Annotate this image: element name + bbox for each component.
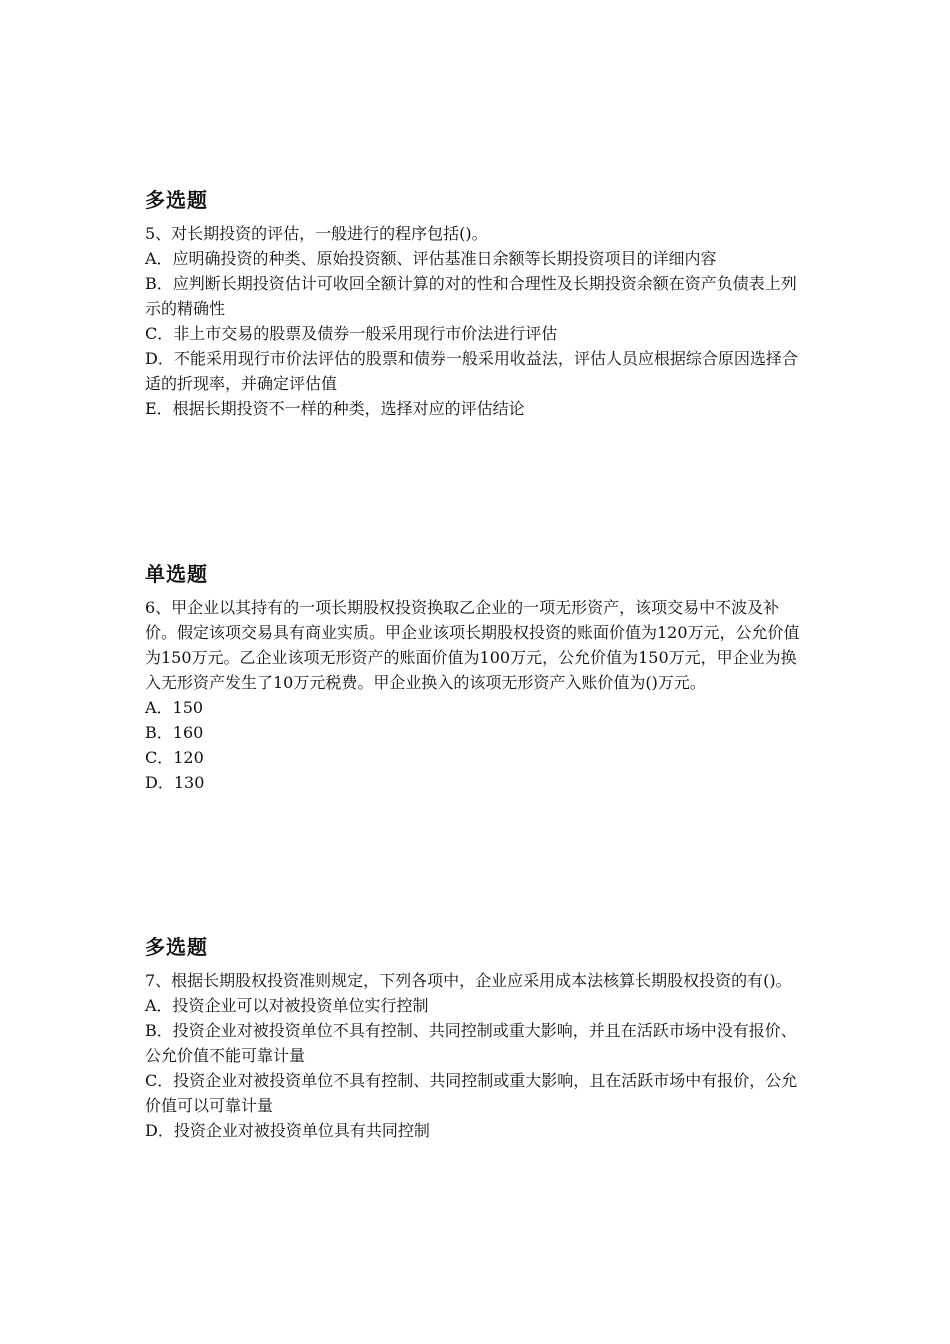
question-6 — [145, 561, 810, 795]
option-e: E．根据长期投资不一样的种类，选择对应的评估结论 — [145, 399, 525, 418]
option-a: A．150 — [145, 698, 204, 717]
option-b: B．应判断长期投资估计可收回全额计算的对的性和合理性及长期投资余额在资产负债表上列示的精确性 — [145, 274, 797, 318]
option-a: A．应明确投资的种类、原始投资额、评估基准日余额等长期投资项目的详细内容 — [145, 249, 717, 268]
question-stem: 7、根据长期股权投资准则规定，下列各项中，企业应采用成本法核算长期股权投资的有()。 — [145, 971, 792, 990]
question-7 — [145, 934, 810, 1143]
option-d: D．不能采用现行市价法评估的股票和债券一般采用收益法，评估人员应根据综合原因选择合适的折现率，并确定评估值 — [145, 349, 798, 393]
question-stem: 5、对长期投资的评估，一般进行的程序包括()。 — [145, 224, 488, 243]
option-a: A．投资企业可以对被投资单位实行控制 — [145, 996, 429, 1015]
question-type-heading: 单选题 — [145, 562, 208, 586]
option-b: B．160 — [145, 723, 204, 742]
option-c: C．投资企业对被投资单位不具有控制、共同控制或重大影响，且在活跃市场中有报价，公允价值可以可靠计量 — [145, 1071, 798, 1115]
option-d: D．130 — [145, 773, 205, 792]
option-b: B．投资企业对被投资单位不具有控制、共同控制或重大影响，并且在活跃市场中没有报价、公允价值不能可靠计量 — [145, 1021, 797, 1065]
question-stem: 6、甲企业以其持有的一项长期股权投资换取乙企业的一项无形资产，该项交易中不波及补价。假定该项交易具有商业实质。甲企业该项长期股权投资的账面价值为120万元，公允价值为150万元。乙企业该项无形资产的账面价值为100万元，公允价值为150万元，甲企业为换入无形资产发生了10万元税费。甲企业换入的该项无形资产入账价值为()万元。 — [145, 598, 800, 692]
option-c: C．120 — [145, 748, 204, 767]
option-c: C．非上市交易的股票及债券一般采用现行市价法进行评估 — [145, 324, 558, 343]
question-type-heading: 多选题 — [145, 188, 208, 212]
question-type-heading: 多选题 — [145, 935, 208, 959]
question-5 — [145, 187, 810, 421]
option-d: D．投资企业对被投资单位具有共同控制 — [145, 1121, 430, 1140]
